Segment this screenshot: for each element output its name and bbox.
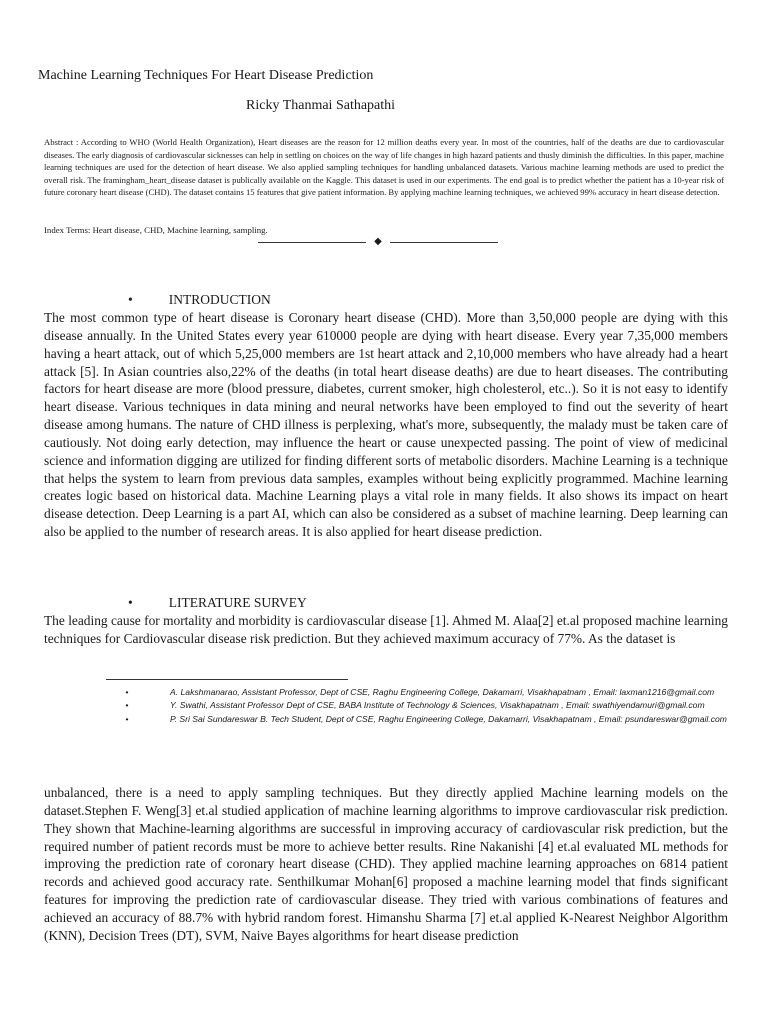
paper-title: Machine Learning Techniques For Heart Disease Prediction — [38, 68, 374, 83]
footnote-item — [84, 699, 738, 712]
footnote-text: A. Lakshmanarao, Assistant Professor, Dept of CSE, Raghu Engineering College, Dakamarri, Visakhapatnam , Email: laxman1216@gmail.com — [170, 687, 715, 697]
heading-text: INTRODUCTION — [168, 292, 271, 307]
literature-survey-continuation: unbalanced, there is a need to apply sampling techniques. But they directly applied Machine learning models on the dataset.Stephen F. Weng[3] et.al studied application of machine learning algorithms to improve cardiovascular risk prediction. They shown that Machine-learning algorithms are successful in improving accuracy of cardiovascular risk prediction, but the required number of patient records must be more to achieve better results. Rine Nakanishi [4] et.al evaluated ML methods for improving the prediction rate of coronary heart disease (CHD). They applied machine learning approaches on 6814 patient records and achieved good accuracy rate. Senthilkumar Mohan[6] proposed a machine learning model that finds significant features for improving the prediction rate of cardiovascular disease. They tried with various combinations of features and achieved an accuracy of 88.7% with hybrid random forest. Himanshu Sharma [7] et.al applied K-Nearest Neighbor Algorithm (KNN), Decision Trees (DT), SVM, Naive Bayes algorithms for heart disease prediction — [44, 785, 728, 943]
abstract: Abstract : According to WHO (World Health Organization), Heart diseases are the reason for 12 million deaths every year. In most of the countries, half of the deaths are due to cardiovascular diseases. The early diagnosis of cardiovascular sicknesses can help in settling on choices on the way of life changes in high hazard patients and thusly diminish the difficulties. In this paper, machine learning techniques are used for the detection of heart disease. We also applied sampling techniques for handling unbalanced datasets. Various machine learning methods are used to predict the overall risk. The framingham_heart_disease dataset is publically available on the Kaggle. This dataset is used in our experiments. The end goal is to predict whether the patient has a 10-year risk of future coronary heart disease (CHD). The dataset contains 15 features that give patient information. By applying machine learning techniques, we achieved 99% accuracy in heart disease detection. — [44, 137, 724, 198]
literature-survey-body: The leading cause for mortality and morbidity is cardiovascular disease [1]. Ahmed M. Alaa[2] et.al proposed machine learning techniques for Cardiovascular disease risk prediction. But they achieved maximum accuracy of 77%. As the dataset is — [44, 613, 728, 646]
literature-survey-heading — [128, 595, 307, 611]
section-separator — [258, 236, 498, 248]
author-name: Ricky Thanmai Sathapathi — [246, 98, 396, 113]
footnote-rule — [106, 679, 348, 680]
footnote-item — [84, 686, 738, 699]
bullet-icon: • — [125, 687, 129, 697]
footnote-item — [84, 713, 738, 726]
bullet-icon: • — [125, 713, 129, 724]
introduction-heading — [128, 292, 271, 308]
separator-line-right — [390, 242, 498, 243]
footnote-text: P. Sri Sai Sundareswar B. Tech Student, Dept of CSE, Raghu Engineering College, Dakamarri, Visakhapatnam , Email: psundareswar@gmail.com — [170, 713, 727, 724]
index-terms: Index Terms: Heart disease, CHD, Machine learning, sampling. — [44, 225, 268, 235]
bullet-icon: • — [128, 595, 133, 610]
heading-text: LITERATURE SURVEY — [168, 595, 307, 610]
footnote-text: Y. Swathi, Assistant Professor Dept of CSE, BABA Institute of Technology & Sciences, Visakhapatnam , Email: swathiyendamuri@gmail.com — [170, 700, 705, 711]
introduction-body: The most common type of heart disease is Coronary heart disease (CHD). More than 3,50,000 people are dying with this disease annually. In the United States every year 610000 people are dying with heart disease. Every year 7,35,000 members having a heart attack, out of which 5,25,000 members are 1st heart attack and 2,10,000 members who have already had a heart attack [5]. In Asian countries also,22% of the deaths (in total heart disease deaths) are due to heart diseases. The contributing factors for heart disease are more (blood pressure, diabetes, current smoker, high cholesterol, etc..). So it is not easy to identify heart disease. Various techniques in data mining and neural networks have been employed to find out the severity of heart disease among humans. The nature of CHD illness is perplexing, what's more, subsequently, the malady must be taken care of cautiously. Not doing early detection, may influence the heart or cause unexpected passing. The point of view of medicinal science and information digging are utilized for finding different sorts of metabolic disorders. Machine Learning is a technique that helps the system to learn from previous data samples, examples without being explicitly programmed. Machine learning creates logic based on historical data. Machine Learning plays a vital role in many fields. It also shows its impact on heart disease detection. Deep Learning is a part AI, which can also be considered as a subset of machine learning. Deep learning can also be applied to the number of research areas. It is also applied for heart disease prediction. — [44, 310, 728, 540]
bullet-icon: • — [128, 292, 133, 307]
bullet-icon: • — [125, 700, 129, 711]
diamond-icon: ◆ — [374, 236, 382, 247]
separator-line-left — [258, 242, 366, 243]
author-footnotes — [84, 686, 738, 726]
